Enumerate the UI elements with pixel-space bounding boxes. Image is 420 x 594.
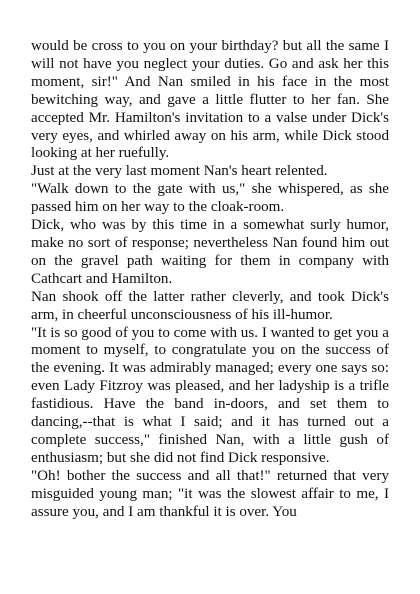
paragraph: "Walk down to the gate with us," she whispered, as she passed him on her way to the cloak-room. [31,181,389,216]
paragraph: Nan shook off the latter rather cleverly, and took Dick's arm, in cheerful unconsciousness of his ill-humor. [31,288,389,323]
page-text [31,38,389,521]
paragraph: "It is so good of you to come with us. I wanted to get you a moment to myself, to congratulate you on the success of the evening. It was admirably managed; every one says so: even Lady Fitzroy was pleased, and her ladyship is a trifle fastidious. Have the band in-doors, and set them to dancing,--that is what I said; and it has turned out a complete success," finished Nan, with a little gush of enthusiasm; but she did not find Dick responsive. [31,324,389,466]
paragraph: "Oh! bother the success and all that!" returned that very misguided young man; "it was the slowest affair to me, I assure you, and I am thankful it is over. You [31,467,389,520]
paragraph: Dick, who was by this time in a somewhat surly humor, make no sort of response; nevertheless Nan found him out on the gravel path waiting for them in company with Cathcart and Hamilton. [31,217,389,287]
paragraph: Just at the very last moment Nan's heart relented. [31,163,328,180]
paragraph: would be cross to you on your birthday? but all the same I will not have you neglect your duties. Go and ask her this moment, sir!" And Nan smiled in his face in the most bewitching way, and gave a little flutter to her fan. She accepted Mr. Hamilton's invitation to a valse under Dick's very eyes, and whirled away on his arm, while Dick stood looking at her ruefully. [31,38,389,162]
